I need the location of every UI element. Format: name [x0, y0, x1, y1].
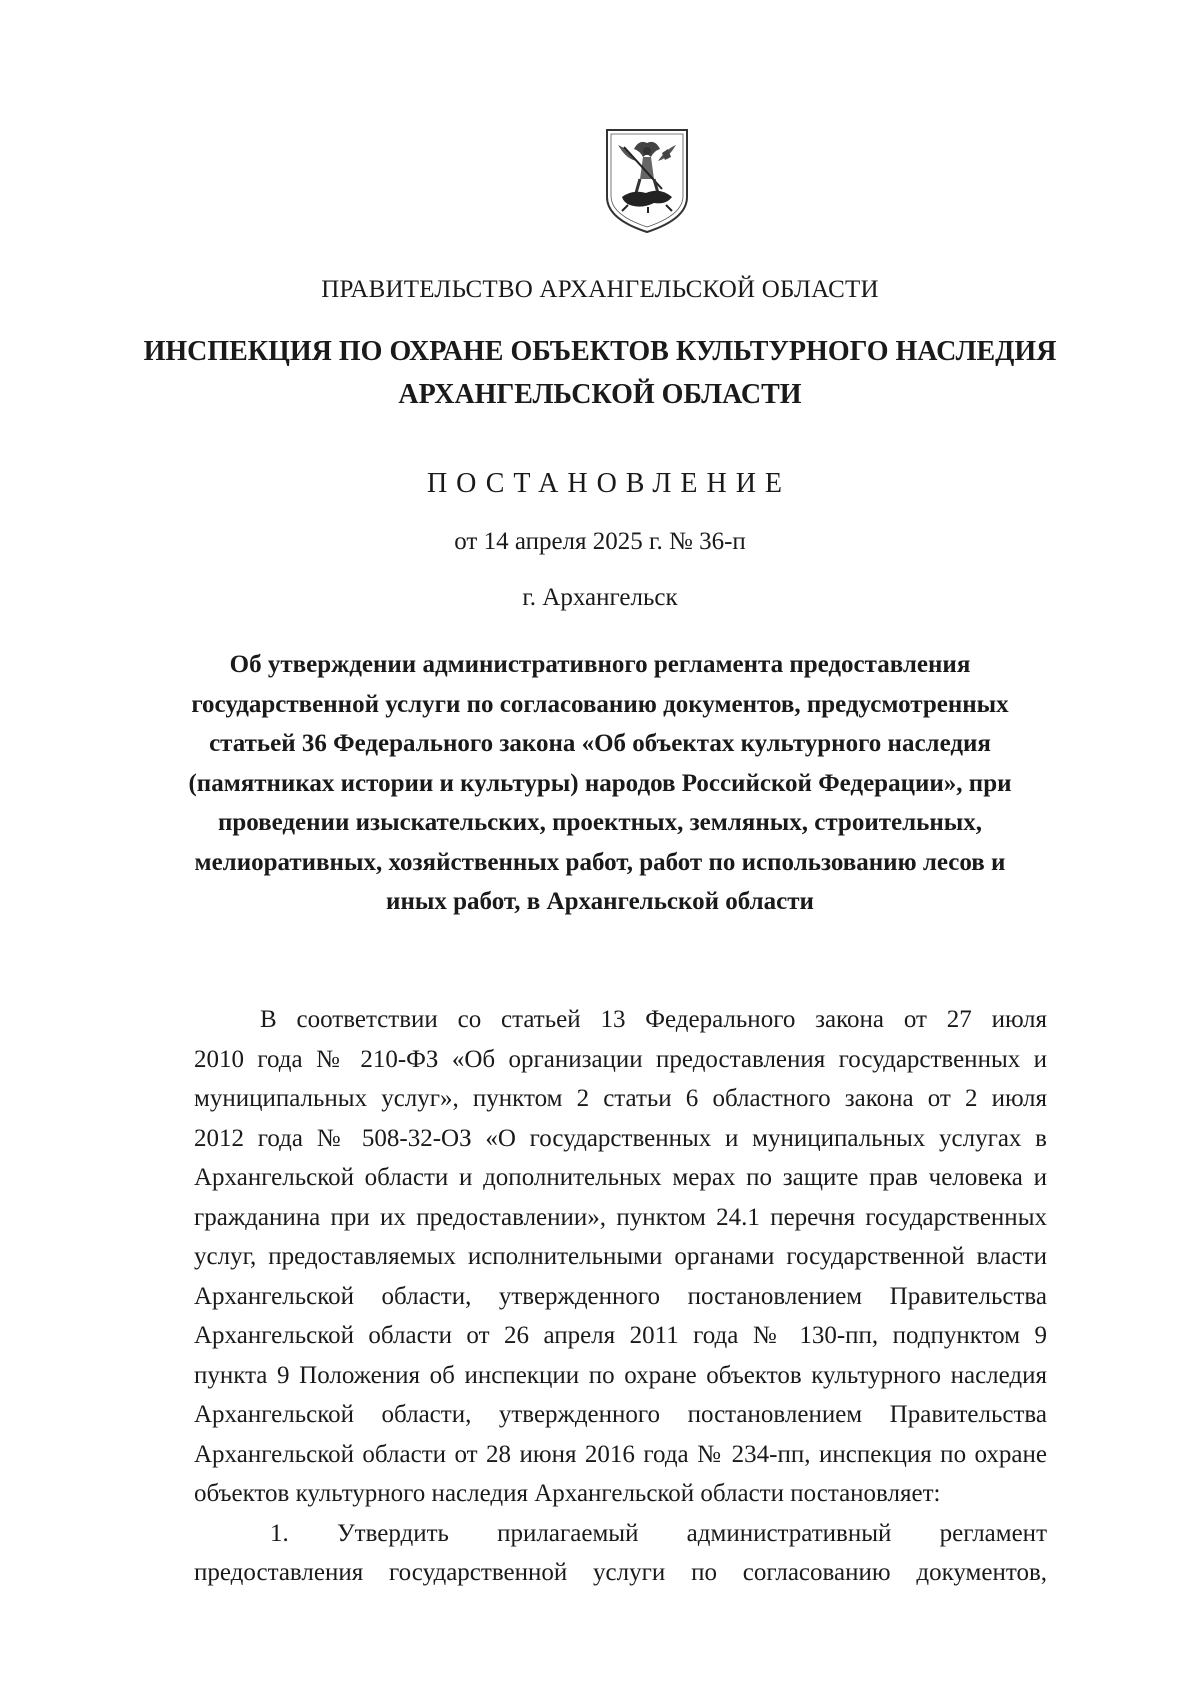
body-line: муниципальных услуг», пунктом 2 статьи 6 областного закона от 2 июля	[194, 1085, 1047, 1112]
body-line: Архангельской области и дополнительных мерах по защите прав человека и	[194, 1164, 1047, 1191]
body-line: В соответствии со статьей 13 Федерального закона от 27 июля	[260, 1006, 1047, 1033]
document-date-number: от 14 апреля 2025 г. № 36-п	[454, 528, 746, 555]
body-line: Архангельской области от 26 апреля 2011 года № 130-пп, подпунктом 9	[194, 1322, 1047, 1349]
body-line: 2012 года № 508-32-ОЗ «О государственных и муниципальных услугах в	[194, 1124, 1047, 1152]
document-subject	[180, 645, 1020, 922]
body-line: Архангельской области, утвержденного постановлением Правительства	[194, 1401, 1047, 1428]
government-name: ПРАВИТЕЛЬСТВО АРХАНГЕЛЬСКОЙ ОБЛАСТИ	[321, 276, 879, 303]
body-line: услуг, предоставляемых исполнительными органами государственной власти	[194, 1243, 1047, 1270]
body-line: 1. Утвердить прилагаемый административный регламент	[270, 1519, 1047, 1547]
arkhangelsk-coat-of-arms-icon	[604, 127, 690, 235]
body-line: Архангельской области, утвержденного постановлением Правительства	[194, 1282, 1047, 1310]
subject-line: статьей 36 Федерального закона «Об объектах культурного наследия	[209, 730, 991, 757]
subject-line: Об утверждении административного регламента предоставления	[229, 651, 971, 678]
document-type: ПОСТАНОВЛЕНИЕ	[426, 468, 792, 499]
document-city: г. Архангельск	[522, 584, 678, 611]
body-line: пункта 9 Положения об инспекции по охране объектов культурного наследия	[194, 1361, 1047, 1389]
subject-line: иных работ, в Архангельской области	[386, 888, 814, 915]
body-line: объектов культурного наследия Архангельской области постановляет:	[194, 1480, 941, 1507]
subject-line: (памятниках истории и культуры) народов Российской Федерации», при	[188, 769, 1012, 797]
body-line: 2010 года № 210-ФЗ «Об организации предоставления государственных и	[194, 1045, 1047, 1073]
body-line: гражданина при их предоставлении», пунктом 24.1 перечня государственных	[194, 1203, 1047, 1231]
subject-line: проведении изыскательских, проектных, земляных, строительных,	[217, 809, 983, 836]
body-line: Архангельской области от 28 июня 2016 года № 234-пп, инспекция по охране	[194, 1440, 1047, 1468]
inspection-name	[0, 330, 1200, 416]
inspection-name-line: ИНСПЕКЦИЯ ПО ОХРАНЕ ОБЪЕКТОВ КУЛЬТУРНОГО НАСЛЕДИЯ	[143, 336, 1057, 367]
body-line: предоставления государственной услуги по согласованию документов,	[194, 1559, 1047, 1586]
document-body	[194, 1000, 1047, 1593]
subject-line: государственной услуги по согласованию документов, предусмотренных	[191, 690, 1009, 718]
subject-line: мелиоративных, хозяйственных работ, работ по использованию лесов и	[194, 848, 1006, 876]
inspection-name-line: АРХАНГЕЛЬСКОЙ ОБЛАСТИ	[398, 379, 802, 410]
